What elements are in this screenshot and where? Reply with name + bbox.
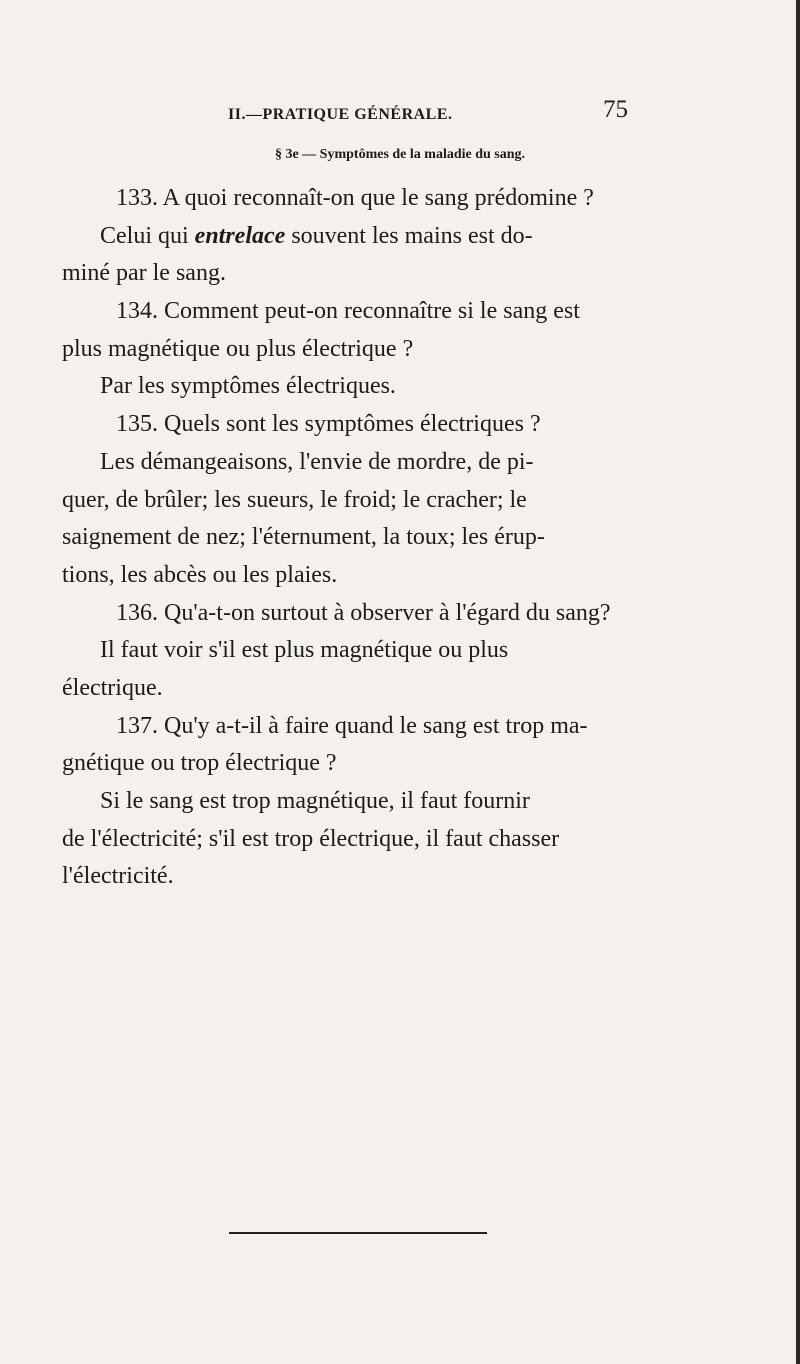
- text-line: quer, de brûler; les sueurs, le froid; le cracher; le: [62, 486, 527, 513]
- page-number: 75: [603, 96, 628, 123]
- italic-term: entrelace: [194, 222, 286, 249]
- end-rule: [229, 1232, 487, 1234]
- text-span: Celui qui: [100, 222, 189, 249]
- text-line: plus magnétique ou plus électrique ?: [62, 335, 414, 362]
- text-span: souvent les mains est do-: [291, 222, 533, 249]
- text-line: tions, les abcès ou les plaies.: [62, 561, 338, 588]
- text-line: miné par le sang.: [62, 260, 226, 287]
- page-edge: [796, 0, 800, 1364]
- text-line: 134. Comment peut-on reconnaître si le sang est: [116, 298, 580, 325]
- text-line: saignement de nez; l'éternument, la toux; les érup-: [62, 524, 545, 551]
- text-line: Il faut voir s'il est plus magnétique ou plus: [100, 637, 509, 664]
- body-text: [62, 180, 628, 896]
- text-line: 136. Qu'a-t-on surtout à observer à l'égard du sang?: [116, 599, 611, 626]
- section-title: § 3e — Symptômes de la maladie du sang.: [274, 147, 526, 162]
- text-line: Par les symptômes électriques.: [100, 373, 396, 400]
- running-head-title: II.—PRATIQUE GÉNÉRALE.: [228, 106, 453, 123]
- text-line: Les démangeaisons, l'envie de mordre, de pi-: [100, 448, 534, 475]
- text-line: l'électricité.: [62, 863, 174, 890]
- text-line: 133. A quoi reconnaît-on que le sang prédomine ?: [116, 185, 594, 211]
- running-head: [228, 96, 628, 136]
- text-line: 137. Qu'y a-t-il à faire quand le sang est trop ma-: [116, 712, 588, 739]
- text-line: [62, 218, 628, 256]
- text-line: 135. Quels sont les symptômes électriques ?: [116, 411, 541, 438]
- text-line: de l'électricité; s'il est trop électrique, il faut chasser: [62, 825, 560, 852]
- text-line: électrique.: [62, 674, 163, 701]
- text-line: Si le sang est trop magnétique, il faut fournir: [100, 788, 530, 814]
- text-line: gnétique ou trop électrique ?: [62, 750, 337, 777]
